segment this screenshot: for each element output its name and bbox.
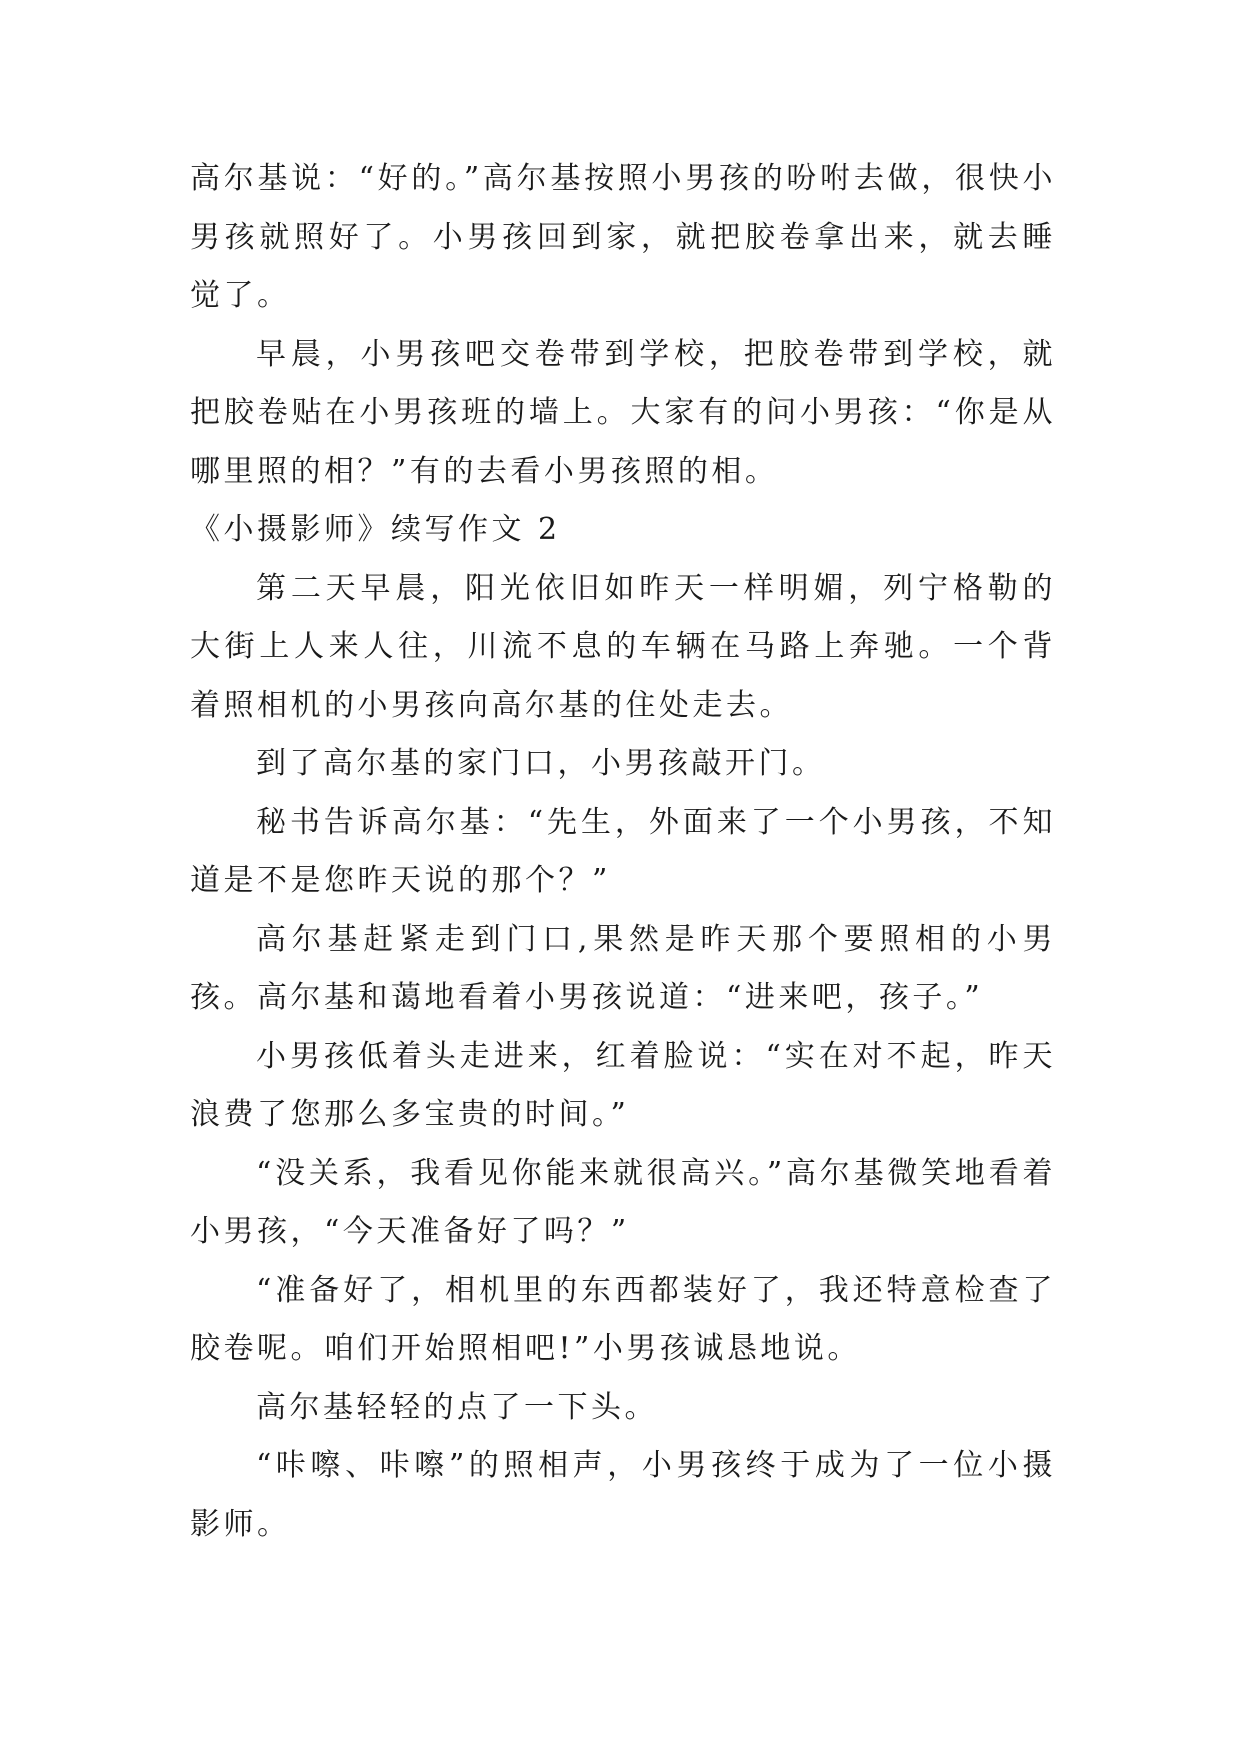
paragraph: 秘书告诉高尔基：“先生，外面来了一个小男孩，不知道是不是您昨天说的那个？”: [190, 804, 1056, 898]
paragraph: “准备好了，相机里的东西都装好了，我还特意检查了胶卷呢。咱们开始照相吧!”小男孩诚恳地说。: [190, 1272, 1056, 1366]
paragraph: 高尔基轻轻的点了一下头。: [256, 1389, 658, 1425]
paragraph: 高尔基赶紧走到门口,果然是昨天那个要照相的小男孩。高尔基和蔼地看着小男孩说道：“进来吧，孩子。”: [190, 921, 1056, 1015]
document-page: [190, 150, 1056, 1554]
paragraph: “没关系，我看见你能来就很高兴。”高尔基微笑地看着小男孩，“今天准备好了吗？”: [190, 1155, 1056, 1249]
paragraph: 早晨，小男孩吧交卷带到学校，把胶卷带到学校，就把胶卷贴在小男孩班的墙上。大家有的问小男孩：“你是从哪里照的相？”有的去看小男孩照的相。: [190, 336, 1056, 489]
paragraph: 第二天早晨，阳光依旧如昨天一样明媚，列宁格勒的大街上人来人往，川流不息的车辆在马路上奔驰。一个背着照相机的小男孩向高尔基的住处走去。: [190, 570, 1056, 723]
paragraph: 小男孩低着头走进来，红着脸说：“实在对不起，昨天浪费了您那么多宝贵的时间。”: [190, 1038, 1056, 1132]
paragraph: “咔嚓、咔嚓”的照相声，小男孩终于成为了一位小摄影师。: [190, 1448, 1056, 1542]
paragraph: 到了高尔基的家门口，小男孩敲开门。: [256, 746, 826, 781]
paragraph-continuation: 高尔基说：“好的。”高尔基按照小男孩的吩咐去做，很快小男孩就照好了。小男孩回到家，就把胶卷拿出来，就去睡觉了。: [190, 161, 1056, 313]
section-title: 《小摄影师》续写作文 2: [190, 512, 561, 547]
